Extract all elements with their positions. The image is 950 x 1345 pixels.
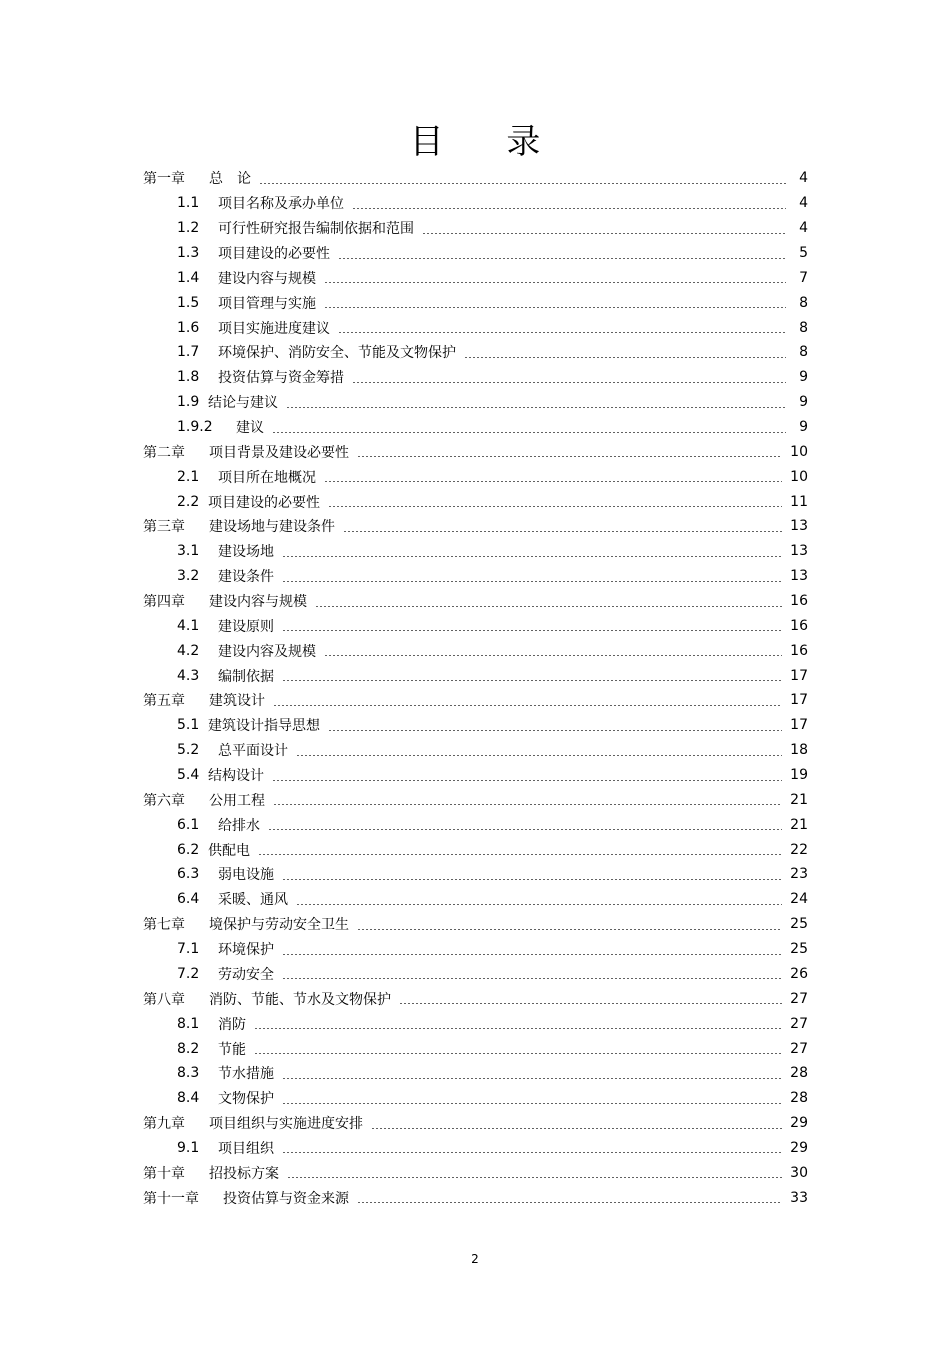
toc-entry-title: 劳动安全 — [218, 966, 274, 983]
toc-entry-title: 项目建设的必要性 — [218, 246, 330, 262]
dot-leader — [268, 829, 782, 830]
toc-section-entry[interactable] — [143, 564, 808, 589]
toc-chapter-entry[interactable] — [143, 1111, 808, 1136]
toc-entry-page: 24 — [790, 891, 808, 908]
dot-leader — [399, 1003, 782, 1004]
toc-entry-title: 建设场地与建设条件 — [209, 519, 335, 536]
toc-entry-page: 19 — [790, 767, 808, 784]
toc-entry-number: 4.3 — [177, 667, 200, 684]
dot-leader — [357, 456, 782, 457]
toc-entry-title: 总平面设计 — [218, 743, 288, 760]
toc-entry-title: 节能 — [218, 1041, 246, 1058]
toc-section-entry[interactable] — [143, 663, 808, 688]
toc-entry-page: 10 — [790, 443, 808, 460]
toc-entry-title: 建设原则 — [218, 618, 274, 635]
dot-leader — [338, 258, 786, 259]
dot-leader — [273, 804, 782, 805]
toc-chapter-entry[interactable] — [143, 986, 808, 1011]
toc-section-entry[interactable] — [143, 216, 808, 241]
toc-entry-title: 项目建设的必要性 — [208, 494, 320, 511]
toc-entry-title: 项目组织与实施进度安排 — [209, 1116, 363, 1133]
toc-chapter-entry[interactable] — [143, 589, 808, 614]
toc-entry-number: 7.1 — [177, 941, 200, 958]
toc-entry-number: 3.2 — [177, 568, 200, 585]
toc-section-entry[interactable] — [143, 738, 808, 763]
toc-entry-title: 项目所在地概况 — [218, 469, 316, 486]
dot-leader — [324, 282, 786, 283]
toc-section-entry[interactable] — [143, 1136, 808, 1161]
dot-leader — [324, 307, 786, 308]
toc-section-entry[interactable] — [143, 613, 808, 638]
dot-leader — [343, 531, 782, 532]
toc-chapter-entry[interactable] — [143, 1160, 808, 1185]
toc-entry-page: 33 — [790, 1189, 808, 1206]
toc-entry-title: 采暖、通风 — [218, 892, 288, 909]
toc-entry-page: 27 — [790, 990, 808, 1007]
toc-entry-title: 消防、节能、节水及文物保护 — [209, 991, 391, 1008]
toc-entry-page: 28 — [790, 1065, 808, 1082]
toc-entry-number: 第七章 — [143, 917, 185, 934]
dot-leader — [282, 680, 782, 681]
toc-entry-number: 第十一章 — [143, 1190, 199, 1207]
dot-leader — [273, 705, 782, 706]
toc-entry-page: 17 — [790, 667, 808, 684]
toc-entry-number: 5.2 — [177, 742, 200, 759]
toc-entry-number: 8.4 — [177, 1090, 200, 1107]
toc-entry-title: 建设内容与规模 — [209, 594, 307, 611]
toc-entry-page: 23 — [790, 866, 808, 883]
toc-entry-title: 环境保护、消防安全、节能及文物保护 — [218, 345, 456, 362]
toc-entry-number: 1.7 — [177, 344, 200, 361]
toc-entry-title: 招投标方案 — [209, 1165, 279, 1182]
toc-section-entry[interactable] — [143, 763, 808, 788]
toc-entry-page: 25 — [790, 941, 808, 958]
toc-entry-number: 8.1 — [177, 1015, 200, 1032]
toc-entry-page: 18 — [790, 742, 808, 759]
toc-chapter-entry[interactable] — [143, 688, 808, 713]
toc-entry-page: 29 — [790, 1115, 808, 1132]
toc-section-entry[interactable] — [143, 1011, 808, 1036]
dot-leader — [296, 755, 782, 756]
dot-leader — [259, 183, 786, 184]
dot-leader — [282, 1078, 782, 1079]
dot-leader — [282, 879, 782, 880]
toc-entry-page: 17 — [790, 717, 808, 734]
toc-entry-number: 第九章 — [143, 1116, 185, 1133]
toc-entry-title: 结构设计 — [208, 768, 264, 785]
toc-entry-title: 建议 — [236, 420, 264, 437]
dot-leader — [352, 208, 786, 209]
toc-section-entry[interactable] — [143, 812, 808, 837]
toc-section-entry[interactable] — [143, 365, 808, 390]
toc-entry-title: 可行性研究报告编制依据和范围 — [218, 221, 414, 238]
toc-chapter-entry[interactable] — [143, 787, 808, 812]
toc-entry-page: 5 — [799, 245, 808, 261]
toc-entry-title: 投资估算与资金来源 — [223, 1190, 349, 1207]
toc-entry-page: 30 — [790, 1164, 808, 1181]
toc-entry-title: 消防 — [218, 1016, 246, 1033]
dot-leader — [282, 978, 782, 979]
toc-entry-title: 总 论 — [209, 171, 251, 188]
toc-entry-number: 1.2 — [177, 220, 200, 237]
toc-entry-page: 17 — [790, 692, 808, 709]
toc-section-entry[interactable] — [143, 191, 808, 216]
toc-section-entry[interactable] — [143, 390, 808, 415]
toc-entry-number: 1.5 — [177, 294, 200, 311]
toc-entry-number: 1.8 — [177, 369, 200, 386]
toc-entry-title: 建设场地 — [218, 544, 274, 561]
toc-section-entry[interactable] — [143, 887, 808, 912]
toc-entry-title: 境保护与劳动安全卫生 — [209, 917, 349, 934]
toc-entry-page: 21 — [790, 791, 808, 808]
toc-section-entry[interactable] — [143, 315, 808, 340]
toc-section-entry[interactable] — [143, 713, 808, 738]
toc-entry-number: 6.2 — [177, 841, 200, 858]
toc-entry-number: 2.2 — [177, 493, 200, 510]
dot-leader — [315, 606, 782, 607]
toc-section-entry[interactable] — [143, 340, 808, 365]
dot-leader — [282, 581, 782, 582]
toc-entry-number: 5.1 — [177, 717, 200, 734]
dot-leader — [282, 556, 782, 557]
toc-entry-number: 第四章 — [143, 594, 185, 611]
toc-entry-number: 6.4 — [177, 891, 200, 908]
toc-entry-page: 28 — [790, 1090, 808, 1107]
toc-entry-page: 13 — [790, 518, 808, 535]
toc-entry-title: 项目组织 — [218, 1140, 274, 1157]
toc-entry-title: 投资估算与资金筹措 — [218, 370, 344, 387]
toc-entry-page: 26 — [790, 965, 808, 982]
toc-entry-number: 1.6 — [177, 319, 200, 336]
toc-entry-title: 项目管理与实施 — [218, 295, 316, 312]
dot-leader — [254, 1053, 782, 1054]
toc-entry-page: 4 — [799, 195, 808, 212]
toc-entry-title: 建设条件 — [218, 569, 274, 586]
dot-leader — [464, 357, 786, 358]
dot-leader — [422, 233, 786, 234]
toc-chapter-entry[interactable] — [143, 166, 808, 191]
toc-chapter-entry[interactable] — [143, 514, 808, 539]
toc-entry-number: 第一章 — [143, 171, 185, 188]
toc-entry-number: 2.1 — [177, 468, 200, 485]
dot-leader — [282, 630, 782, 631]
toc-entry-title: 节水措施 — [218, 1066, 274, 1083]
toc-section-entry[interactable] — [143, 1036, 808, 1061]
toc-entry-page: 8 — [799, 294, 808, 311]
toc-entry-number: 3.1 — [177, 543, 200, 560]
toc-entry-title: 结论与建议 — [208, 395, 278, 412]
table-of-contents — [143, 166, 808, 1210]
toc-entry-title: 供配电 — [208, 842, 250, 859]
toc-entry-number: 1.1 — [177, 195, 200, 212]
dot-leader — [357, 1202, 782, 1203]
toc-section-entry[interactable] — [143, 937, 808, 962]
toc-entry-number: 第二章 — [143, 444, 185, 461]
dot-leader — [324, 655, 782, 656]
toc-entry-page: 13 — [790, 568, 808, 585]
toc-entry-page: 11 — [790, 493, 808, 510]
toc-entry-title: 建设内容及规模 — [218, 643, 316, 660]
dot-leader — [282, 1103, 782, 1104]
toc-section-entry[interactable] — [143, 837, 808, 862]
dot-leader — [286, 407, 786, 408]
dot-leader — [328, 730, 782, 731]
toc-chapter-entry[interactable] — [143, 1185, 808, 1210]
toc-entry-number: 1.3 — [177, 245, 200, 261]
toc-entry-title: 建设内容与规模 — [218, 270, 316, 287]
toc-entry-page: 16 — [790, 593, 808, 610]
toc-entry-number: 8.3 — [177, 1065, 200, 1082]
toc-entry-number: 9.1 — [177, 1139, 200, 1156]
toc-entry-title: 给排水 — [218, 817, 260, 834]
toc-section-entry[interactable] — [143, 862, 808, 887]
toc-section-entry[interactable] — [143, 290, 808, 315]
toc-entry-title: 项目背景及建设必要性 — [209, 444, 349, 461]
dot-leader — [324, 481, 782, 482]
toc-entry-page: 9 — [799, 419, 808, 436]
toc-entry-number: 第五章 — [143, 693, 185, 710]
toc-entry-title: 项目实施进度建议 — [218, 320, 330, 337]
toc-section-entry[interactable] — [143, 489, 808, 514]
toc-section-entry[interactable] — [143, 464, 808, 489]
toc-entry-number: 第六章 — [143, 792, 185, 809]
toc-section-entry[interactable] — [143, 962, 808, 987]
dot-leader — [357, 929, 782, 930]
toc-entry-page: 7 — [799, 269, 808, 286]
toc-chapter-entry[interactable] — [143, 912, 808, 937]
toc-section-entry[interactable] — [143, 415, 808, 440]
dot-leader — [371, 1128, 782, 1129]
toc-entry-page: 4 — [799, 170, 808, 187]
toc-entry-number: 8.2 — [177, 1040, 200, 1057]
toc-entry-page: 10 — [790, 468, 808, 485]
toc-entry-number: 1.9.2 — [177, 419, 213, 436]
toc-entry-page: 9 — [799, 369, 808, 386]
toc-section-entry[interactable] — [143, 241, 808, 266]
toc-entry-title: 编制依据 — [218, 668, 274, 685]
toc-entry-number: 1.9 — [177, 394, 200, 411]
dot-leader — [272, 432, 786, 433]
toc-entry-page: 29 — [790, 1139, 808, 1156]
dot-leader — [258, 854, 782, 855]
toc-entry-page: 21 — [790, 816, 808, 833]
toc-entry-number: 第三章 — [143, 519, 185, 536]
toc-entry-number: 7.2 — [177, 965, 200, 982]
dot-leader — [282, 954, 782, 955]
toc-section-entry[interactable] — [143, 1061, 808, 1086]
toc-entry-title: 文物保护 — [218, 1091, 274, 1108]
dot-leader — [287, 1177, 782, 1178]
toc-entry-title: 建筑设计指导思想 — [208, 718, 320, 735]
toc-entry-page: 16 — [790, 642, 808, 659]
toc-entry-number: 第八章 — [143, 991, 185, 1008]
dot-leader — [254, 1028, 782, 1029]
toc-entry-page: 27 — [790, 1015, 808, 1032]
page-number: 2 — [471, 1252, 479, 1266]
toc-section-entry[interactable] — [143, 638, 808, 663]
dot-leader — [352, 382, 786, 383]
toc-entry-title: 环境保护 — [218, 942, 274, 959]
dot-leader — [282, 1152, 782, 1153]
toc-entry-title: 公用工程 — [209, 792, 265, 809]
toc-entry-title: 建筑设计 — [209, 693, 265, 710]
toc-entry-title: 项目名称及承办单位 — [218, 196, 344, 213]
toc-entry-number: 6.3 — [177, 866, 200, 883]
toc-entry-number: 第十章 — [143, 1165, 185, 1182]
toc-entry-title: 弱电设施 — [218, 867, 274, 884]
toc-entry-page: 25 — [790, 916, 808, 933]
toc-entry-page: 9 — [799, 394, 808, 411]
toc-section-entry[interactable] — [143, 539, 808, 564]
toc-entry-number: 4.1 — [177, 617, 200, 634]
dot-leader — [272, 780, 782, 781]
dot-leader — [296, 904, 782, 905]
toc-chapter-entry[interactable] — [143, 439, 808, 464]
toc-entry-number: 6.1 — [177, 816, 200, 833]
toc-entry-page: 16 — [790, 617, 808, 634]
toc-entry-number: 4.2 — [177, 642, 200, 659]
toc-entry-page: 13 — [790, 543, 808, 560]
toc-section-entry[interactable] — [143, 265, 808, 290]
toc-entry-page: 8 — [799, 319, 808, 336]
dot-leader — [328, 506, 782, 507]
toc-entry-page: 22 — [790, 841, 808, 858]
toc-entry-page: 8 — [799, 344, 808, 361]
page-title: 目 录 — [409, 122, 567, 162]
toc-section-entry[interactable] — [143, 1086, 808, 1111]
toc-entry-page: 4 — [799, 220, 808, 237]
dot-leader — [338, 332, 786, 333]
toc-entry-number: 5.4 — [177, 767, 200, 784]
toc-entry-number: 1.4 — [177, 269, 200, 286]
toc-entry-page: 27 — [790, 1040, 808, 1057]
